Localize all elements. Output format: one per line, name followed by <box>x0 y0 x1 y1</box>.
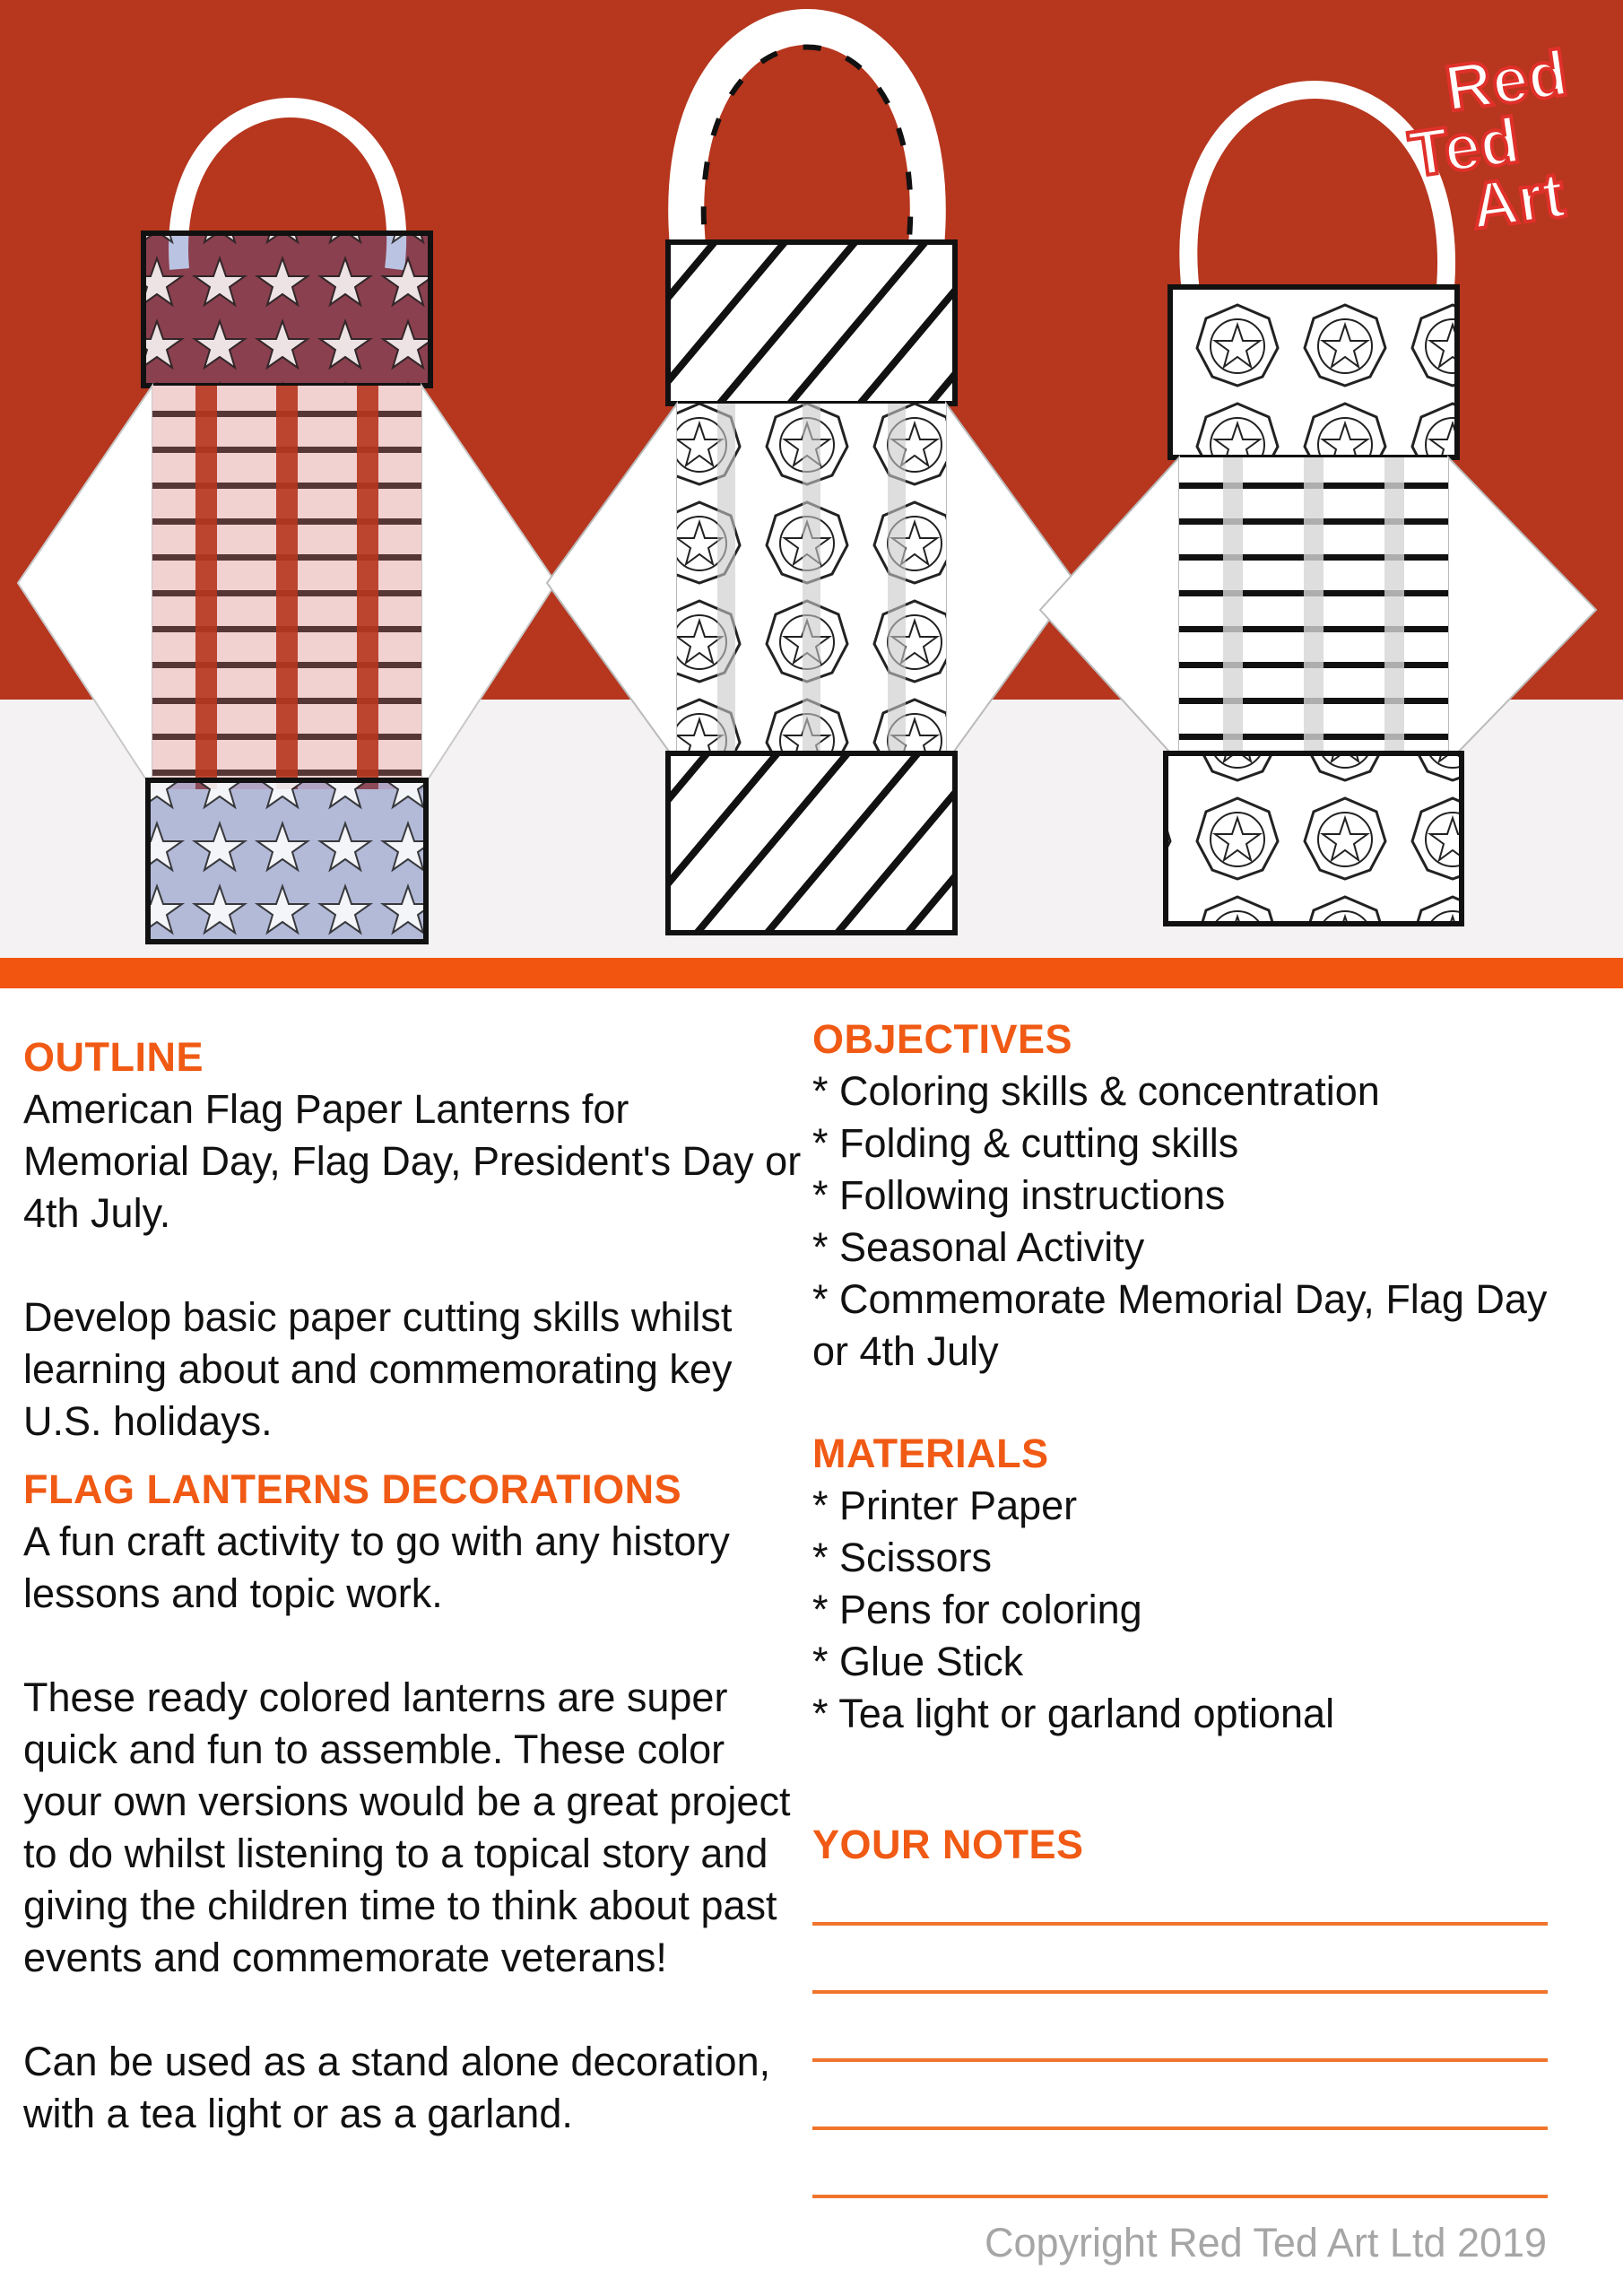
objective-item: * Following instructions <box>812 1172 1226 1218</box>
right-column <box>812 1013 1593 1871</box>
outline-paragraph-2: Develop basic paper cutting skills whilst learning about and commemorating key U.S. holidays. <box>23 1294 733 1444</box>
lantern-photo <box>0 0 1623 958</box>
objectives-list <box>812 1065 1593 1378</box>
decorations-paragraph-3: Can be used as a stand alone decoration, with a tea light or as a garland. <box>23 2039 771 2136</box>
notes-line <box>812 1922 1548 1926</box>
materials-heading: MATERIALS <box>812 1431 1049 1476</box>
left-column <box>23 1031 803 2140</box>
notes-line <box>812 2126 1548 2130</box>
notes-line <box>812 2058 1548 2062</box>
copyright-notice: Copyright Red Ted Art Ltd 2019 <box>985 2220 1548 2266</box>
outline-paragraph-1: American Flag Paper Lanterns for Memorial Day, Flag Day, President's Day or 4th July. <box>23 1086 802 1236</box>
logo-word-art: Art <box>1466 159 1569 244</box>
objective-item: * Coloring skills & concentration <box>812 1068 1380 1114</box>
orange-divider-band <box>0 958 1623 988</box>
material-item: * Pens for coloring <box>812 1587 1142 1632</box>
notes-heading: YOUR NOTES <box>812 1822 1084 1867</box>
decorations-heading: FLAG LANTERNS DECORATIONS <box>23 1466 682 1512</box>
material-item: * Glue Stick <box>812 1639 1024 1684</box>
logo-word-red: Red <box>1441 37 1572 126</box>
logo-word-ted: Ted <box>1404 104 1524 192</box>
objectives-heading: OBJECTIVES <box>812 1016 1073 1062</box>
objective-item: * Folding & cutting skills <box>812 1120 1239 1166</box>
decorations-paragraph-2: These ready colored lanterns are super quick and fun to assemble. These color your own versions would be a great project to do whilst listening to a topical story and giving the children time to think about past events and commemorate veterans! <box>23 1674 791 1980</box>
material-item: * Scissors <box>812 1535 993 1580</box>
objective-item: * Seasonal Activity <box>812 1224 1145 1270</box>
material-item: * Tea light or garland optional <box>812 1691 1335 1736</box>
notes-line <box>812 2195 1548 2198</box>
objective-item: * Commemorate Memorial Day, Flag Day or 4th July <box>812 1276 1548 1374</box>
materials-list <box>812 1480 1593 1740</box>
outline-heading: OUTLINE <box>23 1034 204 1080</box>
decorations-paragraph-1: A fun craft activity to go with any history lessons and topic work. <box>23 1518 730 1616</box>
notes-line <box>812 1990 1548 1994</box>
material-item: * Printer Paper <box>812 1483 1078 1528</box>
